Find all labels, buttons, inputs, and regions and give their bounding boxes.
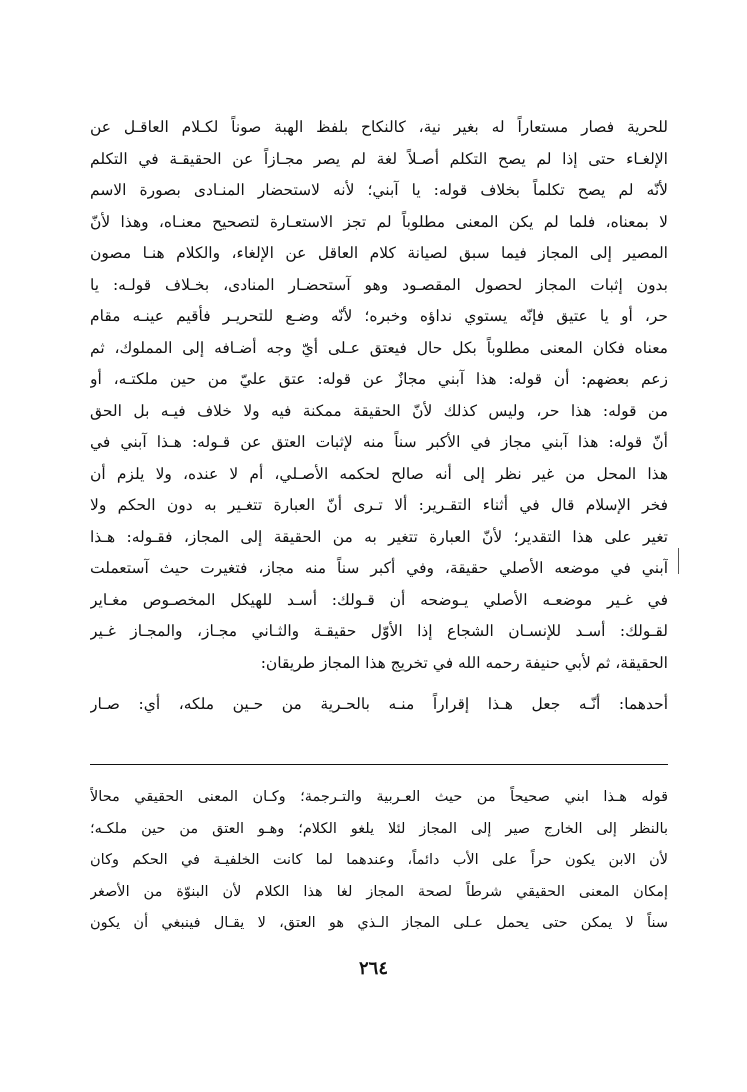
footnote-line: إمكان المعنى الحقيقي شرطاً لصحة المجاز لغا هذا الكلام لأن البنوّة من الأصغر bbox=[90, 883, 668, 900]
text-line: أنّ قوله: هذا آبني مجاز في الأكبر سناً منه لإثبات العتق عن قـوله: هـذا آبني في bbox=[90, 433, 668, 451]
text-line: لقـولك: أسـد للإنسـان الشجاع إذا الأوّل حقيقـة والثـاني مجـاز، والمجـاز غـير bbox=[90, 622, 668, 640]
text-line: آبني في موضعه الأصلي حقيقة، وفي أكبر سناً منه مجاز، فتغيرت حيث آستعملت bbox=[90, 559, 668, 577]
text-line: من قوله: هذا حر، وليس كذلك لأنّ الحقيقة ممكنة فيه ولا خلاف فيـه بل الحق bbox=[90, 401, 668, 420]
text-line: معناه فكان المعنى مطلوباً بكل حال فيعتق عـلى أيّ وجه أضـافه إلى المملوك، ثم bbox=[90, 338, 668, 357]
text-line: الحقيقة، ثم لأبي حنيفة رحمه الله في تخريج هذا المجاز طريقان: bbox=[260, 653, 668, 672]
text-line: هذا المحل من غير نظر إلى أنه صالح لحكمه الأصـلي، أم لا عنده، ولا يلزم أن bbox=[90, 464, 668, 483]
main-text-block bbox=[90, 112, 668, 721]
text-line: للحرية فصار مستعاراً له بغير نية، كالنكاح بلفظ الهبة صوناً لكـلام العاقـل عن bbox=[90, 118, 668, 136]
paragraph-gap bbox=[90, 679, 668, 689]
text-line: الإلغـاء حتى إذا لم يصح التكلم أصـلاً لغة لم يصر مجـازاً عن الحقيقـة في التكلم bbox=[90, 149, 668, 168]
footnote-divider bbox=[90, 764, 668, 765]
text-line: لأنّه لم يصح تكلماً بخلاف قوله: يا آبني؛ لأنه لاستحضار المنـادى بصورة الاسم bbox=[90, 181, 668, 199]
footnote-block bbox=[90, 782, 668, 940]
page-number: ٢٦٤ bbox=[358, 958, 388, 979]
footnote-line: قوله هـذا ابني صحيحاً من حيث العـربية والتـرجمة؛ وكـان المعنى الحقيقي محالاً bbox=[90, 789, 668, 805]
text-line: تغير على هذا التقدير؛ لأنّ العبارة تتغير به من الحقيقة إلى المجاز، فقـوله: هـذا bbox=[90, 527, 668, 546]
text-line: لا بمعناه، فلما لم يكن المعنى مطلوباً لم تجز الاستعـارة لتصحيح معنـاه، وهذا لأنّ bbox=[90, 212, 668, 231]
footnote-line: بالنظر إلى الخارج صير إلى المجاز لئلا يلغو الكلام؛ وهـو العتق من حين ملكـه؛ bbox=[90, 820, 668, 837]
text-line: بدون إثبات المجاز لحصول المقصـود وهو آستحضـار المنادى، بخـلاف قولـه: يا bbox=[90, 275, 668, 294]
text-line: في غـير موضعـه الأصلي يـوضحه أن قـولك: أسـد للهيكل المخصـوص مغـاير bbox=[90, 590, 668, 609]
footnote-line: لأن الابن يكون حراً على الأب دائماً، وعندهما لما كانت الخلفيـة في الحكم وكان bbox=[90, 852, 668, 868]
text-line: أحدهما: أنّـه جعل هـذا إقراراً منـه بالحـرية من حـين ملكه، أي: صـار bbox=[90, 695, 668, 713]
margin-mark bbox=[678, 548, 679, 574]
text-line: فخر الإسلام قال في أثناء التقـرير: ألا تـرى أنّ العبارة تتغـير به دون الحكم ولا bbox=[90, 496, 668, 514]
text-line: المصير إلى المجاز فيما سبق لصيانة كلام العاقل عن الإلغاء، والكلام هنـا مصون bbox=[90, 244, 668, 262]
footnote-line: سناً لا يمكن حتى يحمل عـلى المجاز الـذي هو العتق، لا يقـال فينبغي أن يكون bbox=[90, 915, 668, 931]
text-line: حر، أو يا عتيق فإنّه يستوي نداؤه وخبره؛ لأنّه وضـع للتحريـر فأقيم عينـه مقام bbox=[90, 307, 668, 325]
text-line: زعم بعضهم: أن قوله: هذا آبني مجازٌ عن قوله: عتق عليّ من حين ملكتـه، أو bbox=[90, 370, 668, 388]
